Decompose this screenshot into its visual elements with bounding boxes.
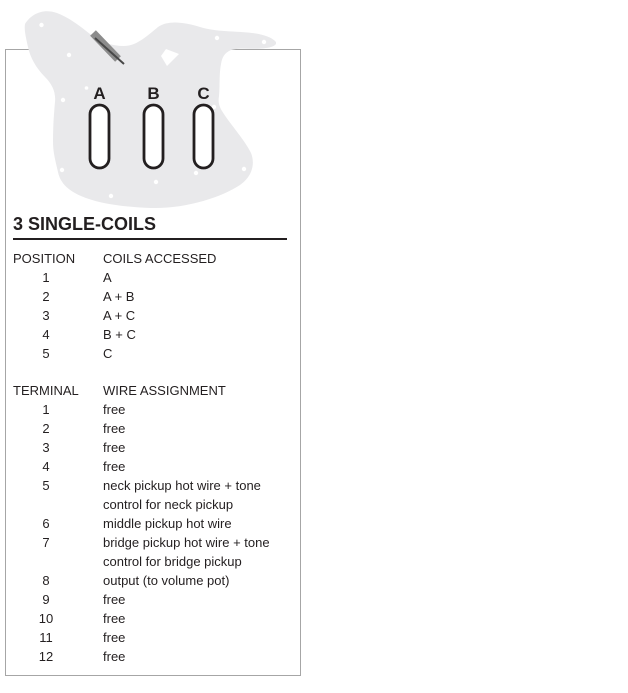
position-cell: 5 [42, 346, 50, 361]
position-cell: 2 [42, 289, 50, 304]
assignment-cell: neck pickup hot wire + tone control for neck pickup [103, 478, 261, 512]
table-row [13, 628, 301, 647]
screw-hole [109, 194, 113, 198]
table-row [13, 514, 301, 533]
title-rule [13, 238, 287, 240]
table-row [13, 571, 301, 590]
terminal-cell: 12 [38, 649, 54, 664]
screw-hole [67, 53, 71, 57]
coils-cell: B + C [103, 327, 136, 342]
wire-assignment-header: WIRE ASSIGNMENT [103, 383, 226, 398]
table-row [13, 306, 301, 325]
table-row [13, 325, 301, 344]
terminal-cell: 7 [42, 535, 50, 550]
coils-cell: A + B [103, 289, 135, 304]
position-header: POSITION [13, 251, 76, 266]
terminal-cell: 9 [42, 592, 50, 607]
wire-table-header-row [13, 381, 301, 400]
assignment-cell: free [103, 592, 126, 607]
terminal-cell: 1 [42, 402, 50, 417]
screw-hole [215, 36, 219, 40]
table-row [13, 344, 301, 363]
screw-hole [84, 25, 88, 29]
table-row [13, 287, 301, 306]
assignment-cell: middle pickup hot wire [103, 516, 232, 531]
position-cell: 1 [42, 270, 50, 285]
pickup-label-a: A [93, 84, 106, 103]
position-cell: 3 [42, 308, 50, 323]
terminal-cell: 3 [42, 440, 50, 455]
terminal-cell: 8 [42, 573, 50, 588]
table-row [13, 609, 301, 628]
coils-cell: A + C [103, 308, 136, 323]
pickup-label-b: B [147, 84, 160, 103]
pickup-slot-a [90, 105, 109, 168]
coils-cell: A [103, 270, 112, 285]
table-row [13, 457, 301, 476]
screw-hole [85, 86, 89, 90]
assignment-cell: free [103, 611, 126, 626]
coils-cell: C [103, 346, 113, 361]
table-row [13, 419, 301, 438]
screw-hole [61, 98, 65, 102]
pickup-slot-c [194, 105, 213, 168]
table-row [13, 400, 301, 419]
coils-accessed-header: COILS ACCESSED [103, 251, 217, 266]
assignment-cell: free [103, 402, 126, 417]
assignment-cell: output (to volume pot) [103, 573, 230, 588]
screw-hole [242, 167, 246, 171]
terminal-cell: 5 [42, 478, 50, 493]
table-row [13, 438, 301, 457]
assignment-cell: bridge pickup hot wire + tone control for bridge pickup [103, 535, 270, 569]
table-row [13, 476, 301, 514]
table-row [13, 533, 301, 571]
screw-hole [194, 171, 198, 175]
coils-table [13, 249, 301, 363]
pickup-label-c: C [197, 84, 210, 103]
wire-table [13, 381, 301, 666]
terminal-cell: 10 [38, 611, 54, 626]
terminal-cell: 4 [42, 459, 50, 474]
terminal-cell: 2 [42, 421, 50, 436]
screw-hole [60, 168, 64, 172]
table-row [13, 647, 301, 666]
coils-table-header-row [13, 249, 301, 268]
terminal-cell: 6 [42, 516, 50, 531]
assignment-cell: free [103, 630, 126, 645]
assignment-cell: free [103, 421, 126, 436]
table-row [13, 590, 301, 609]
terminal-cell: 11 [39, 630, 53, 645]
assignment-cell: free [103, 459, 126, 474]
assignment-cell: free [103, 440, 126, 455]
pickguard-figure [24, 6, 276, 214]
pickup-slot-b [144, 105, 163, 168]
screw-hole [262, 40, 266, 44]
section-title: 3 SINGLE-COILS [13, 214, 157, 234]
table-row [13, 268, 301, 287]
position-cell: 4 [42, 327, 50, 342]
screw-hole [39, 23, 43, 27]
assignment-cell: free [103, 649, 126, 664]
screw-hole [154, 180, 158, 184]
terminal-header: TERMINAL [13, 383, 79, 398]
